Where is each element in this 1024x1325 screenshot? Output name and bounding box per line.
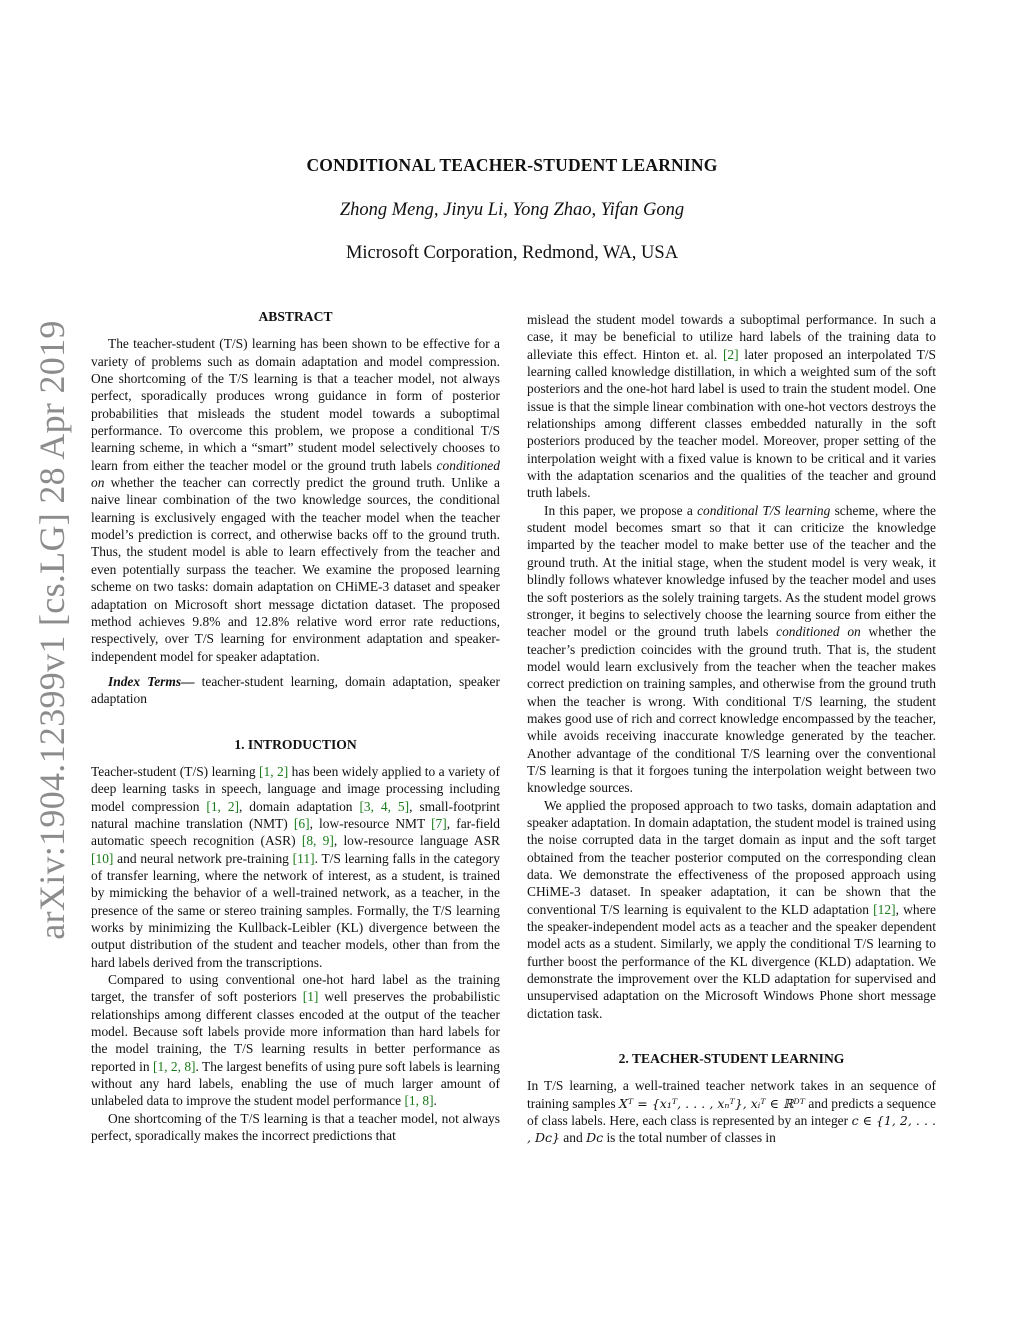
arxiv-stamp: arXiv:1904.12399v1 [cs.LG] 28 Apr 2019: [32, 320, 72, 940]
body-text: . T/S learning falls in the category of transfer learning, where the network of interest, as a student, is trained by mimicking the behavior of a well-trained network, as a teacher, in the presence of the same or stereo training samples. Formally, the T/S learning works by minimizing the Kullback-Leibler (KL) divergence between the output distribution of the student and teacher models, other than from the hard labels derived from the transcriptions.: [91, 850, 500, 970]
citation-link[interactable]: [1, 8]: [404, 1093, 434, 1109]
citation-link[interactable]: [2]: [722, 346, 739, 362]
body-text: , low-resource language ASR: [333, 833, 500, 849]
index-terms-label: Index Terms—: [108, 673, 195, 689]
citation-link[interactable]: [8, 9]: [301, 833, 334, 849]
equation-training-samples: Xᵀ = {x₁ᵀ, . . . , xₙᵀ}, xᵢᵀ ∈ ℝᴰᵀ: [619, 1095, 805, 1111]
abstract-text: The teacher-student (T/S) learning has been shown to be effective for a variety of problems such as domain adaptation and model compression. One shortcoming of the T/S learning is that a teacher model, not always perfect, sporadically produces wrong guidance in form of posterior probabilities that misleads the student model towards a suboptimal performance. To overcome this problem, we propose a conditional T/S learning scheme, in which a “smart” student model selectively chooses to learn from either the teacher model or the ground truth labels conditioned on whether the teacher can correctly predict the ground truth. Unlike a naive linear combination of the two knowledge sources, the conditional learning is exclusively engaged with the teacher model when the teacher model’s prediction is correct, and otherwise backs off to the ground truth. Thus, the student model is able to learn effectively from the teacher and even potentially surpass the teacher. We examine the proposed learning scheme on two tasks: domain adaptation on CHiME-3 dataset and speaker adaptation on Microsoft short message dictation dataset. The proposed method achieves 9.8% and 12.8% relative word error rate reductions, respectively, over T/S learning for environment adaptation and speaker-independent model for speaker adaptation.: [91, 336, 500, 664]
body-text: well preserves the probabilistic relationships among different classes encoded at the output of the teacher model. Because soft labels provide more information than hard labels for the model training, the T/S learning results in better performance as reported in: [91, 989, 500, 1074]
equation-class-set: c ∈ {1, 2, . . . , Dᴄ}: [527, 1113, 936, 1146]
citation-link[interactable]: [1, 2, 8]: [152, 1058, 196, 1074]
body-text: mislead the student model towards a suboptimal performance. In such a case, it may be beneficial to utilize hard labels of the training data to alleviate this effect. Hinton et. al.: [527, 312, 936, 362]
intro-paragraph-3: One shortcoming of the T/S learning is that a teacher model, not always perfect, sporadically makes the incorrect predictions that: [91, 1110, 500, 1144]
intro-paragraph-1: [91, 763, 500, 971]
citation-link[interactable]: [1, 2]: [206, 798, 240, 814]
intro-paragraph-2: [91, 971, 500, 1110]
citation-link[interactable]: [12]: [873, 901, 896, 917]
emphasis-text: conditioned on: [776, 624, 861, 640]
body-text: , far-field automatic speech recognition (ASR): [91, 815, 500, 849]
body-text: scheme, where the student model becomes smart so that it can criticize the knowledge imparted by the teacher model to make better use of the teacher and the ground truth. At the initial stage, when the student model is very weak, it blindly follows whatever knowledge infused by the teacher model and uses the soft posteriors as the solely training targets. As the student model grows stronger, it begins to selectively choose the learning source from either the teacher model or the ground truth labels: [527, 502, 937, 640]
right-paragraph-1: [527, 311, 936, 502]
citation-link[interactable]: [11]: [292, 850, 315, 866]
section-2-paragraph: In T/S learning, a well-trained teacher network takes in an sequence of training samples Xᵀ = {x₁ᵀ, . . . , xₙᵀ}, xᵢᵀ ∈ ℝᴰᵀ and predicts a sequence of class labels. Here, each class is represented by an integer c ∈ {1, 2, . . . , Dᴄ} and Dᴄ is the total number of classes in: [527, 1078, 936, 1146]
body-text: Compared to using conventional one-hot hard label as the training target, the transfer of soft posteriors: [91, 972, 500, 1005]
body-text: later proposed an interpolated T/S learning called knowledge distillation, in which a weighted sum of the soft posteriors and the one-hot hard label is used to train the student model. One issue is that the simple linear combination with one-hot vectors destroys the relationships among different classes embedded naturally in the soft posteriors produced by the teacher model. Moreover, proper setting of the interpolation weight with a fixed value is known to be critical and it varies with the adaptation scenarios and the qualities of the teacher and ground truth labels.: [527, 346, 936, 501]
body-text: .: [433, 1093, 437, 1109]
index-terms: Index Terms— teacher-student learning, domain adaptation, speaker adaptation: [91, 673, 500, 707]
body-text: , domain adaptation: [239, 798, 360, 814]
citation-link[interactable]: [1, 2]: [259, 763, 289, 779]
body-text: has been widely applied to a variety of deep learning tasks in speech, language and image processing including model compression: [91, 763, 500, 814]
body-text: We applied the proposed approach to two tasks, domain adaptation and speaker adaptation. In domain adaptation, the student model is trained using the noise corrupted data in the target domain as input and the soft target obtained from the teacher posterior computed on the corresponding clean data. We demonstrate the effectiveness of the proposed approach using CHiME-3 dataset. In speaker adaptation, it can be shown that the conventional T/S learning is equivalent to the KLD adaptation: [527, 797, 936, 917]
paper-affiliation: Microsoft Corporation, Redmond, WA, USA: [345, 243, 679, 263]
citation-link[interactable]: [7]: [431, 815, 447, 831]
body-text: , low-resource NMT: [309, 815, 432, 831]
body-text: and neural network pre-training: [113, 850, 293, 866]
paper-authors: Zhong Meng, Jinyu Li, Yong Zhao, Yifan Gong: [339, 200, 685, 220]
section-1-heading: 1. INTRODUCTION: [234, 736, 357, 752]
right-paragraph-2: [527, 502, 936, 797]
left-column: [91, 308, 500, 1144]
section-2-heading: 2. TEACHER-STUDENT LEARNING: [618, 1051, 845, 1067]
citation-link[interactable]: [1]: [302, 989, 319, 1005]
citation-link[interactable]: [3, 4, 5]: [359, 798, 410, 814]
body-text: , small-footprint natural machine translation (NMT): [91, 798, 501, 831]
body-text: Teacher-student (T/S) learning: [91, 763, 260, 779]
emphasis-text: conditional T/S learning: [697, 502, 831, 518]
body-text: whether the teacher’s prediction coincides with the ground truth. That is, the student model would learn exclusively from the teacher when the teacher makes correct prediction on training samples, and otherwise from the ground truth when the teacher is wrong. With conditional T/S learning, the student makes good use of rich and correct knowledge encompassed by the teacher, while avoids receiving inaccurate knowledge generated by the teacher. Another advantage of the conditional T/S learning over the conventional T/S learning is that it forgoes tuning the interpolation weight between two knowledge sources.: [527, 624, 936, 796]
citation-link[interactable]: [10]: [91, 850, 114, 866]
body-text: . The largest benefits of using pure soft labels is learning without any hard labels, enabling the use of much larger amount of unlabeled data to improve the student model performance: [91, 1058, 500, 1109]
equation-num-classes: Dᴄ: [586, 1130, 604, 1146]
paper-title: CONDITIONAL TEACHER-STUDENT LEARNING: [306, 155, 718, 175]
right-paragraph-3: [527, 797, 936, 1022]
abstract-heading: ABSTRACT: [258, 309, 333, 324]
body-text: In this paper, we propose a: [544, 502, 698, 518]
citation-link[interactable]: [6]: [293, 815, 310, 831]
right-column: [527, 311, 936, 1147]
body-text: , where the speaker-independent model acts as a teacher and the speaker dependent model acts as a student. Similarly, we apply the conditional T/S learning to further boost the performance of the KL divergence (KLD) adaptation. We demonstrate the improvement over the KLD adaptation for supervised and unsupervised adaptation on the Microsoft Windows Phone short message dictation task.: [527, 901, 936, 1021]
